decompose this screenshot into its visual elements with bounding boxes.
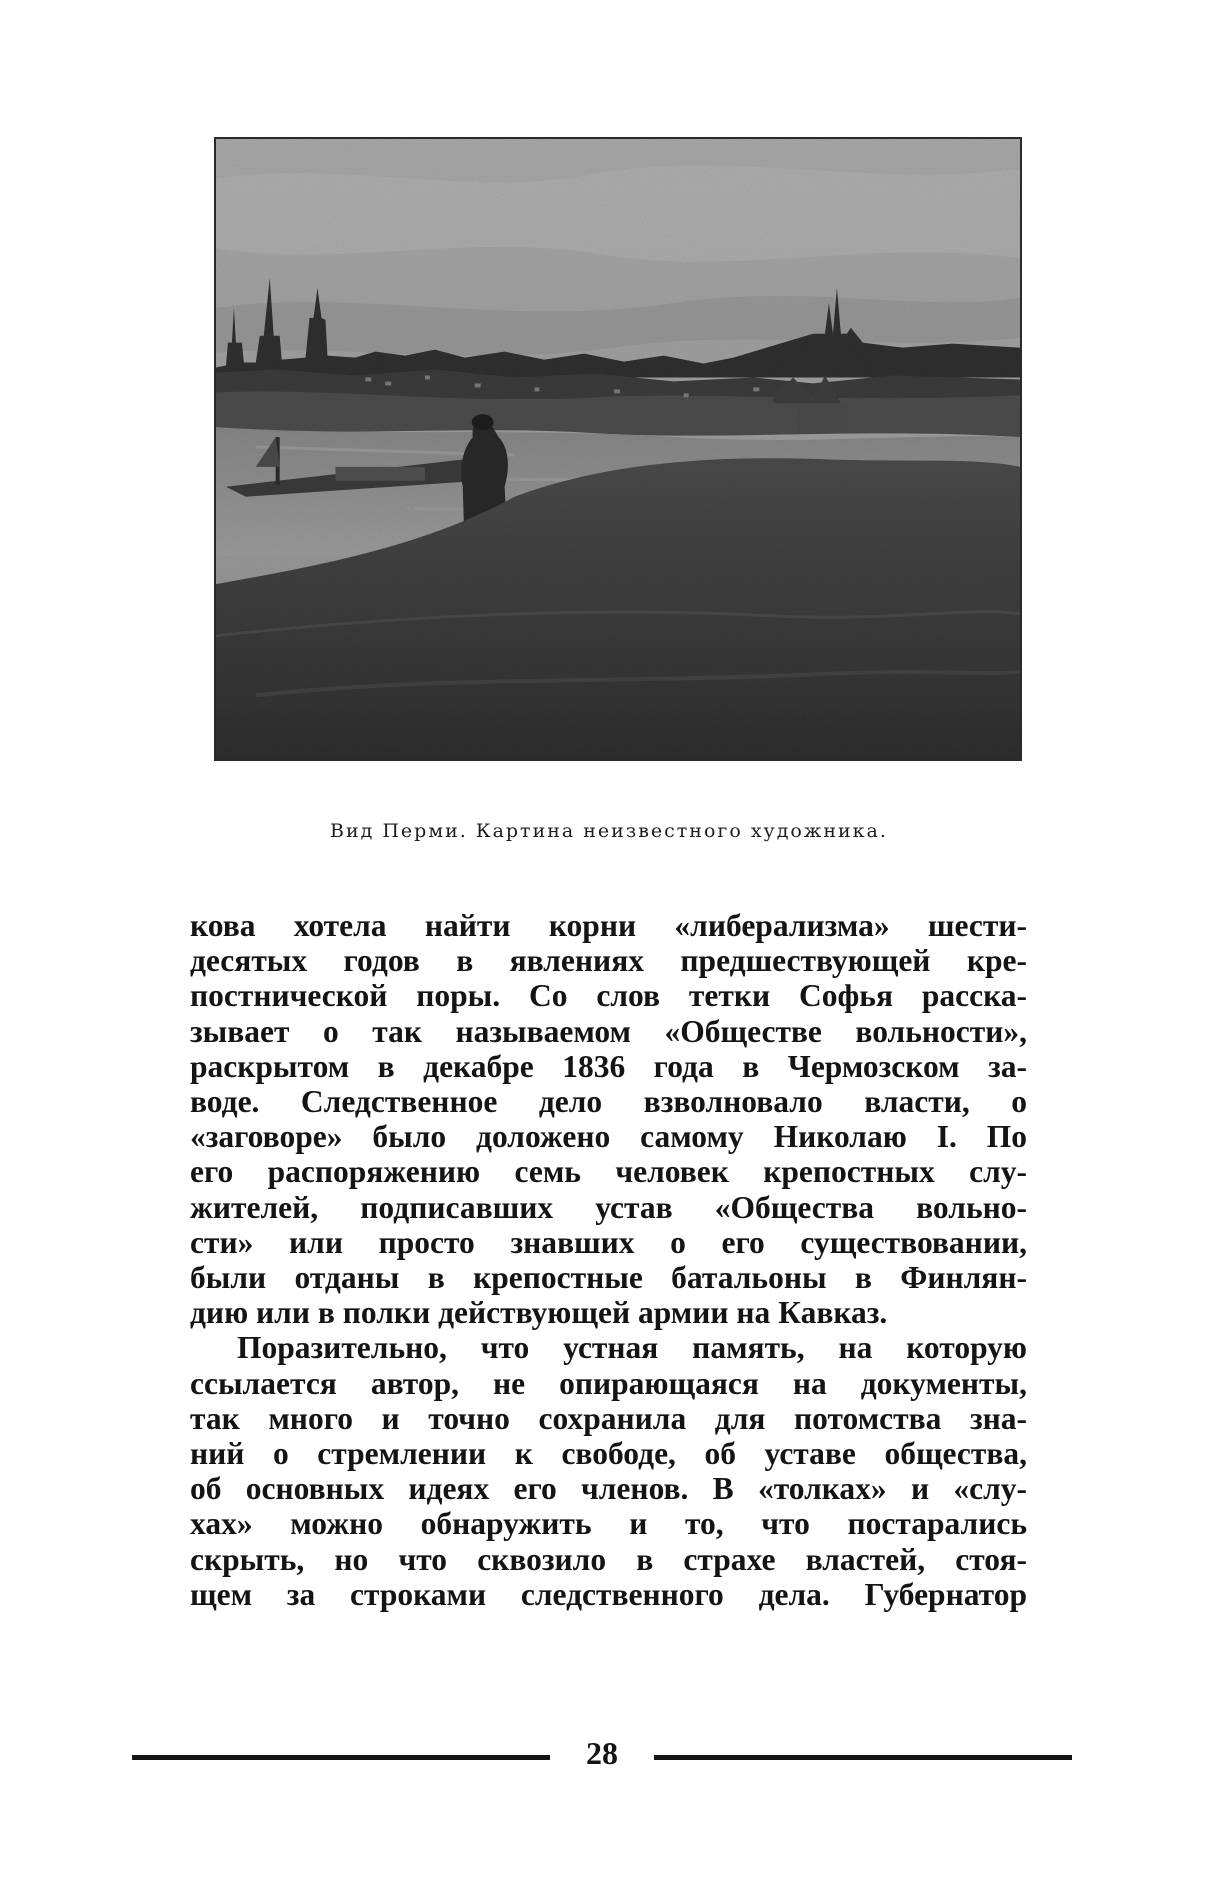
- text-line: кова хотела найти корни «либерализма» шести-: [190, 908, 1027, 943]
- text-line: хах» можно обнаружить и то, что постарались: [190, 1506, 1027, 1542]
- text-line: «заговоре» было доложено самому Николаю I. По: [190, 1119, 1027, 1155]
- text-line: дию или в полки действующей армии на Кавказ.: [190, 1295, 888, 1331]
- text-line: раскрытом в декабре 1836 года в Чермозском за-: [190, 1048, 1027, 1084]
- illustration-perm-view: [214, 137, 1022, 761]
- text-line: постнической поры. Со слов тетки Софья расска-: [190, 978, 1027, 1014]
- figure-caption: Вид Перми. Картина неизвестного художника.: [330, 820, 888, 842]
- text-line: его распоряжению семь человек крепостных слу-: [190, 1154, 1027, 1190]
- footer-rule-right: [654, 1755, 1072, 1760]
- body-text: [190, 908, 1027, 1612]
- text-line: об основных идеях его членов. В «толках» и «слу-: [190, 1471, 1027, 1507]
- landscape-painting: [216, 139, 1020, 759]
- page-number: 28: [586, 1735, 618, 1771]
- text-line: зывает о так называемом «Обществе вольности»,: [190, 1013, 1027, 1049]
- text-line: сти» или просто знавших о его существовании,: [190, 1224, 1027, 1260]
- text-line: жителей, подписавших устав «Общества вольно-: [190, 1189, 1027, 1225]
- page-footer: [132, 1735, 1072, 1775]
- text-line: скрыть, но что сквозило в страхе властей, стоя-: [190, 1541, 1027, 1577]
- text-line: воде. Следственное дело взволновало власти, о: [190, 1084, 1027, 1120]
- text-line: так много и точно сохранила для потомства зна-: [190, 1400, 1027, 1436]
- text-line: были отданы в крепостные батальоны в Финлян-: [190, 1260, 1027, 1296]
- text-line: ссылается автор, не опирающаяся на документы,: [190, 1365, 1027, 1401]
- paragraph-first-line: Поразительно, что устная память, на которую: [237, 1330, 1027, 1366]
- text-line: десятых годов в явлениях предшествующей кре-: [190, 943, 1027, 979]
- text-line: щем за строками следственного дела. Губернатор: [190, 1576, 1027, 1612]
- text-line: ний о стремлении к свободе, об уставе общества,: [190, 1436, 1027, 1472]
